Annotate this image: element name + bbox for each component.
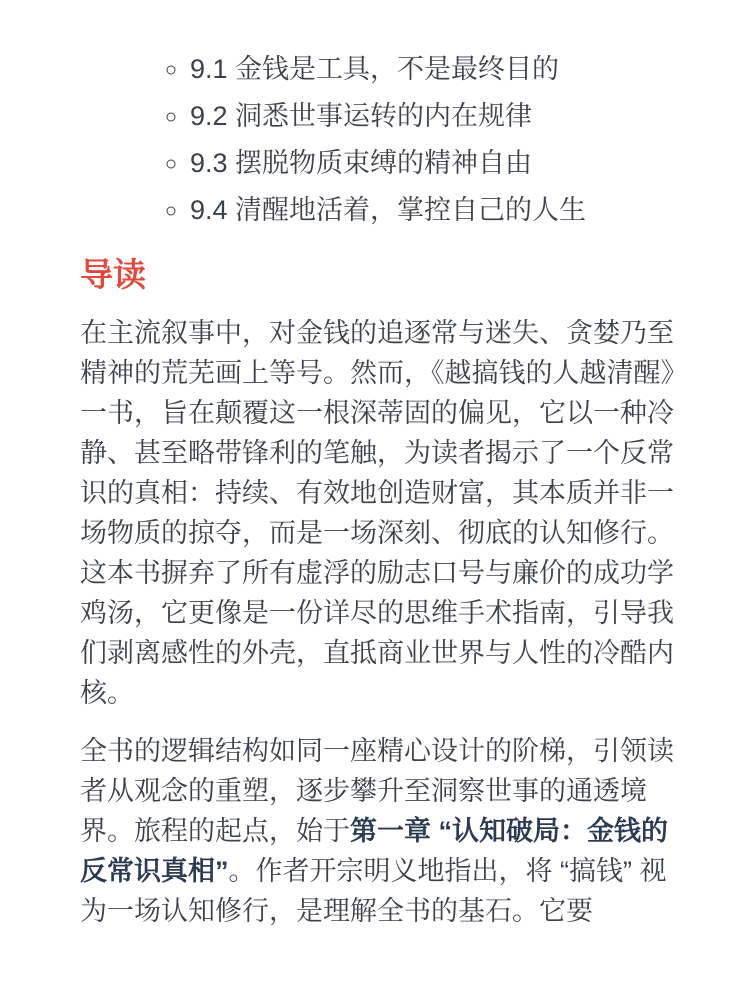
toc-item-9-2[interactable]: ◦ 9.2 洞悉世事运转的内在规律: [190, 93, 680, 140]
toc-item-9-1[interactable]: ◦ 9.1 金钱是工具，不是最终目的: [190, 46, 680, 93]
toc-item-9-4[interactable]: ◦ 9.4 清醒地活着，掌控自己的人生: [190, 187, 680, 234]
chapter-toc-list: [80, 46, 680, 234]
intro-paragraph-2: [80, 731, 680, 931]
paragraph-2-text-pre: 全书的逻辑结构如同一座精心设计的阶梯，引领读者从观念的重塑，逐步攀升至洞察世事的通透境界。旅程的起点，始于: [80, 736, 674, 846]
paragraph-2-text-post: 。作者开宗明义地指出，将 “搞钱” 视为一场认知修行，是理解全书的基石。它要: [80, 856, 667, 926]
section-heading-daodu: 导读: [80, 256, 146, 293]
toc-item-9-3[interactable]: ◦ 9.3 摆脱物质束缚的精神自由: [190, 140, 680, 187]
intro-paragraph-1: 在主流叙事中，对金钱的追逐常与迷失、贪婪乃至精神的荒芜画上等号。然而，《越搞钱的人越清醒》一书，旨在颠覆这一根深蒂固的偏见，它以一种冷静、甚至略带锋利的笔触，为读者揭示了一个反常识的真相：持续、有效地创造财富，其本质并非一场物质的掠夺，而是一场深刻、彻底的认知修行。这本书摒弃了所有虚浮的励志口号与廉价的成功学鸡汤，它更像是一份详尽的思维手术指南，引导我们剥离感性的外壳，直抵商业世界与人性的冷酷内核。: [80, 318, 674, 708]
chapter-1-bold-title: 第一章 “认知破局：金钱的反常识真相”: [80, 816, 669, 886]
